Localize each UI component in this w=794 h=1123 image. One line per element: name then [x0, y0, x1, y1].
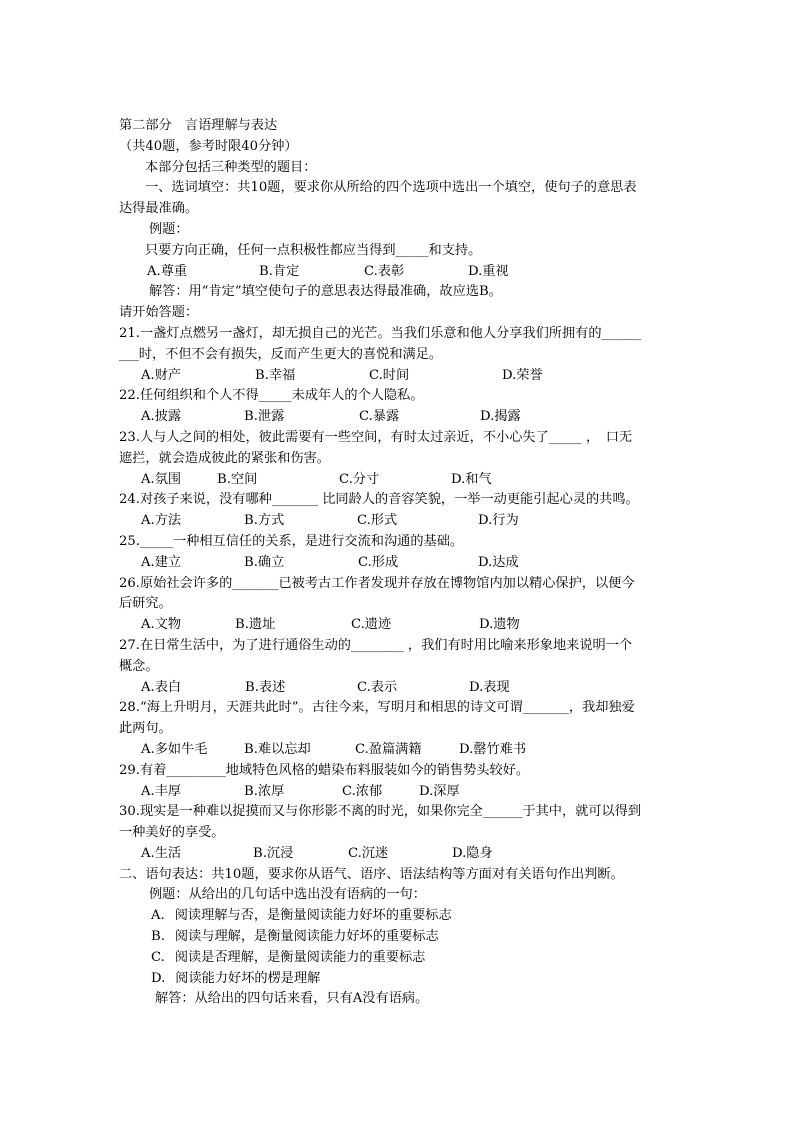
- question-23-cont: 遮拦，就会造成彼此的紧张和伤害。: [119, 450, 330, 466]
- question-30-cont: 一种美好的享受。: [119, 825, 225, 841]
- section2-desc: 二、语句表达：共10题，要求你从语气、语序、语法结构等方面对有关语句作出判断。: [119, 866, 624, 882]
- option: C.沉迷: [348, 845, 389, 861]
- question-30: 30.现实是一种难以捉摸而又与你形影不离的时光，如果你完全______于其中，就可以得到: [119, 804, 642, 820]
- option: C.浓郁: [342, 783, 383, 799]
- question-22: 22.任何组织和个人不得_____未成年人的个人隐私。: [119, 388, 424, 404]
- option: B.确立: [244, 554, 285, 570]
- option: C.时间: [369, 367, 410, 383]
- option-letter: D.: [151, 970, 166, 986]
- option: A.丰厚: [141, 783, 182, 799]
- example-options: [119, 262, 679, 283]
- option: A.方法: [141, 513, 182, 529]
- option: C.暴露: [359, 409, 400, 425]
- option: D.和气: [451, 471, 492, 487]
- example-question: 只要方向正确，任何一点积极性都应当得到_____和支持。: [145, 242, 482, 258]
- question-22-options: [119, 407, 679, 428]
- part-title: 第二部分 言语理解与表达: [119, 118, 278, 133]
- option: A.氛围: [141, 471, 182, 487]
- option: B.表述: [245, 679, 286, 695]
- question-24: 24.对孩子来说，没有哪种_______ 比同龄人的音容笑貌，一举一动更能引起心灵的共鸣。: [119, 492, 639, 508]
- option: C.遗迹: [351, 617, 392, 633]
- question-28-options: [119, 740, 679, 761]
- option: D.达成: [478, 554, 519, 570]
- example-option: C.表彰: [364, 263, 405, 279]
- question-25: 25._____一种相互信任的关系，是进行交流和沟通的基础。: [119, 533, 464, 549]
- question-27: 27.在日常生活中，为了进行通俗生动的________ ，我们有时用比喻来形象地来说明一个: [119, 637, 633, 653]
- question-23: 23.人与人之间的相处，彼此需要有一些空间，有时太过亲近，不小心失了_____ ， 口无: [119, 429, 633, 445]
- question-21-options: [119, 366, 679, 387]
- section2-example-option-d: [119, 969, 679, 990]
- option: A.披露: [141, 409, 182, 425]
- option: C.盈篇满籍: [355, 741, 422, 757]
- option: B.遗址: [235, 617, 276, 633]
- question-30-options: [119, 844, 679, 865]
- section1-desc: 一、选词填空：共10题，要求你从所给的四个选项中选出一个填空，使句子的意思表: [145, 180, 637, 196]
- start-prompt: 请开始答题：: [119, 305, 199, 321]
- question-27-cont: 概念。: [119, 658, 159, 674]
- question-21-cont: ___时，不但不会有损失，反而产生更大的喜悦和满足。: [119, 346, 443, 362]
- part-intro: 本部分包括三种类型的题目：: [145, 159, 317, 175]
- option: C.分寸: [339, 471, 380, 487]
- document-page: [119, 116, 679, 1010]
- option: D.荣誉: [502, 367, 543, 383]
- question-29-options: [119, 782, 679, 803]
- example-answer: 解答：用“肯定”填空使句子的意思表达得最准确，故应选B。: [149, 284, 502, 300]
- option: A.建立: [141, 554, 182, 570]
- question-27-options: [119, 678, 679, 699]
- option: A.财产: [141, 367, 182, 383]
- option: D.隐身: [452, 845, 493, 861]
- option: C.形式: [357, 513, 398, 529]
- section2-example-option-c: [119, 948, 679, 969]
- option: B.方式: [244, 513, 285, 529]
- example-option: A.尊重: [147, 263, 188, 279]
- option-text: 阅读与理解，是衡量阅读能力好坏的重要标志: [174, 929, 439, 945]
- option: C.表示: [357, 679, 398, 695]
- option: A.文物: [141, 617, 182, 633]
- option: D.揭露: [480, 409, 521, 425]
- option: B.难以忘却: [244, 741, 311, 757]
- question-28: 28.“海上升明月，天涯共此时”。古往今来，写明月和相思的诗文可谓_______，我却独爱: [119, 700, 635, 716]
- option: D.深厚: [419, 783, 460, 799]
- option: D.遗物: [479, 617, 520, 633]
- option: B.幸福: [255, 367, 296, 383]
- example-option: B.肯定: [259, 263, 300, 279]
- example-label: 例题：: [149, 221, 189, 237]
- option: D.罄竹难书: [459, 741, 527, 757]
- option: B.泄露: [244, 409, 285, 425]
- section1-desc-cont: 达得最准确。: [119, 201, 199, 217]
- option: B.浓厚: [244, 783, 285, 799]
- question-26: 26.原始社会许多的_______已被考古工作者发现并存放在博物馆内加以精心保护，以便今: [119, 575, 635, 591]
- question-21: 21.一盏灯点燃另一盏灯，却无损自己的光芒。当我们乐意和他人分享我们所拥有的______: [119, 325, 642, 341]
- option-letter: A.: [151, 908, 165, 924]
- option-text: 阅读理解与否，是衡量阅读能力好坏的重要标志: [174, 908, 452, 924]
- option-text: 阅读是否理解，是衡量阅读能力的重要标志: [174, 949, 426, 965]
- question-25-options: [119, 553, 679, 574]
- option: A.多如牛毛: [141, 741, 208, 757]
- question-26-cont: 后研究。: [119, 596, 172, 612]
- option: C.形成: [358, 554, 399, 570]
- part-subtitle: （共40题，参考时限40分钟）: [119, 138, 298, 154]
- question-29: 29.有着_________地域特色风格的蜡染布料服装如今的销售势头较好。: [119, 762, 530, 778]
- option-text: 阅读能力好坏的楞是理解: [175, 970, 321, 986]
- question-24-options: [119, 511, 679, 532]
- example-option: D.重视: [468, 263, 509, 279]
- section2-example-option-a: [119, 906, 679, 927]
- option: A.生活: [141, 845, 182, 861]
- option: B.沉浸: [253, 845, 294, 861]
- option: D.表现: [469, 679, 510, 695]
- option: A.表白: [141, 679, 182, 695]
- question-23-options: [119, 470, 679, 491]
- option-letter: C.: [151, 949, 165, 965]
- section2-example-option-b: [119, 927, 679, 948]
- option: D.行为: [478, 513, 519, 529]
- question-26-options: [119, 615, 679, 636]
- option: B.空间: [217, 471, 258, 487]
- question-28-cont: 此两句。: [119, 721, 172, 737]
- section2-example-question: 例题：从给出的几句话中选出没有语病的一句：: [149, 887, 426, 903]
- option-letter: B.: [151, 929, 165, 945]
- section2-example-answer: 解答：从给出的四句话来看，只有A没有语病。: [155, 991, 429, 1007]
